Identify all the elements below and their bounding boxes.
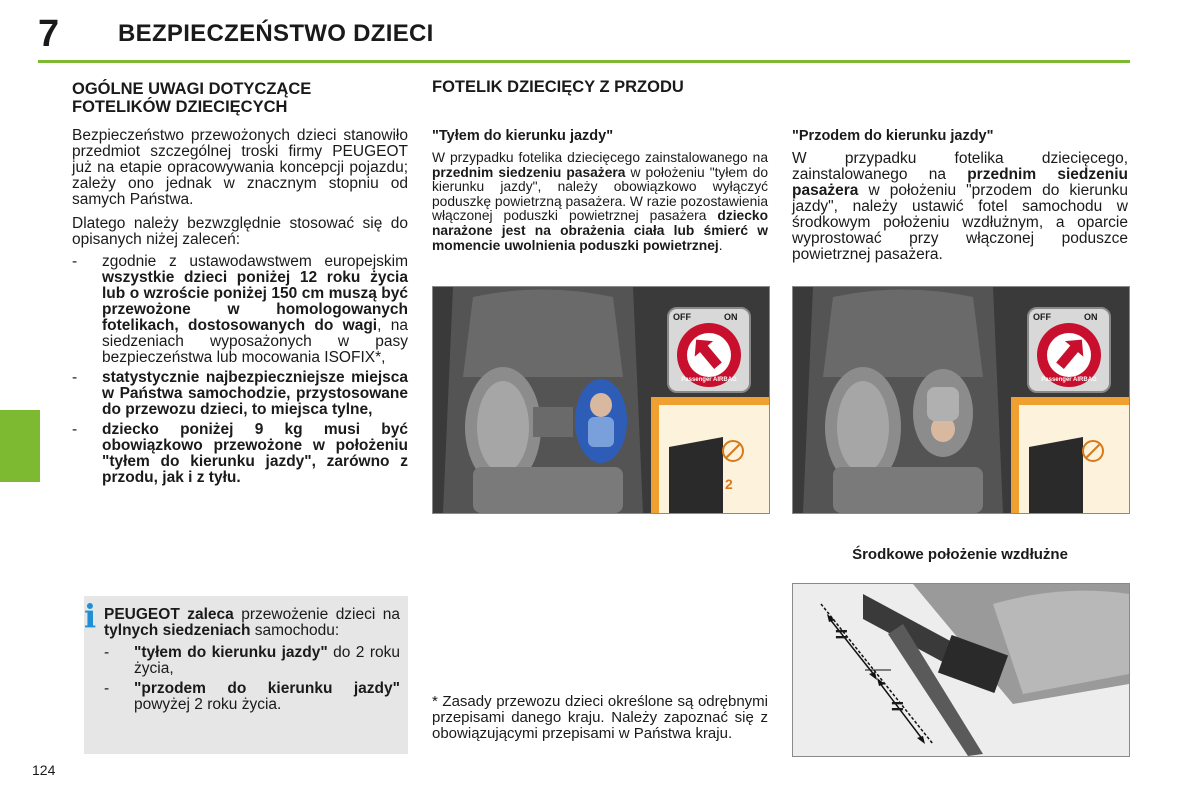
forward-facing-seat-illustration	[792, 286, 1130, 514]
equal-mark-1: =	[835, 622, 848, 647]
rear-bold1: przednim siedzeniu pasażera	[432, 164, 626, 180]
list-item	[72, 254, 408, 366]
note-lead-text2: samochodu:	[250, 622, 340, 639]
note-lead-text: przewożenie dzieci na	[233, 606, 401, 623]
rear-text2: w położeniu "tyłem do kierunku jazdy", należy obowiązkowo wyłączyć poduszkę powietrzną pasażera. W razie pozostawienia włączonej poduszki powietrznej pasażera	[432, 164, 768, 224]
bullet1-suffix: , na siedzeniach wyposażonych w pasy bezpieczeństwa lub mocowania ISOFIX*,	[102, 317, 408, 366]
forward-facing-subhead: "Przodem do kierunku jazdy"	[792, 128, 994, 144]
rear-text3: .	[718, 237, 723, 253]
bullet1-prefix: zgodnie z ustawodawstwem europejskim	[102, 253, 408, 270]
page-number: 124	[32, 762, 56, 778]
bullet-dash: -	[72, 369, 78, 386]
bullet2-bold: statystycznie najbezpieczniejsze miejsca w Państwa samochodzie, przystosowane do przewozu dzieci, to miejsca tylne,	[102, 369, 408, 418]
list-item	[72, 370, 408, 418]
equal-mark-2: =	[891, 694, 904, 719]
airbag-off-label: OFF	[1033, 312, 1051, 322]
note-item1-text: do 2 roku życia,	[134, 644, 400, 677]
rear-facing-text	[432, 151, 768, 253]
bullet1-bold: wszystkie dzieci poniżej 12 roku życia lub o wzroście poniżej 150 cm muszą być przewożone w homologowanych fotelikach, dostosowanych do wagi	[102, 269, 408, 334]
airbag-switch-off	[667, 307, 751, 393]
seat-rail-svg	[793, 584, 1129, 756]
rear-facing-subhead: "Tyłem do kierunku jazdy"	[432, 128, 614, 144]
footnote: * Zasady przewozu dzieci określone są odrębnymi przepisami danego kraju. Należy zapoznać się z obowiązującymi przepisami w Państwa kraju.	[432, 693, 768, 742]
fwd-bold1: przednim siedzeniu pasażera	[792, 166, 1128, 199]
fwd-text1: W przypadku fotelika dziecięcego, zainstalowanego na	[792, 150, 1128, 183]
bullet-dash: -	[104, 644, 110, 661]
note-lead-bold: PEUGEOT zaleca	[104, 606, 234, 623]
chapter-title: BEZPIECZEŃSTWO DZIECI	[118, 20, 434, 47]
rear-text1: W przypadku fotelika dziecięcego zainstalowanego na	[432, 150, 768, 165]
note-text	[104, 607, 400, 717]
header-rule	[38, 60, 1130, 63]
left-heading-line2: FOTELIKÓW DZIECIĘCYCH	[72, 98, 288, 116]
bullet-dash: -	[72, 253, 78, 270]
airbag-ring-text: Passenger AIRBAG	[1041, 377, 1097, 383]
seat-rail-diagram	[792, 583, 1130, 757]
list-item	[72, 422, 408, 486]
info-icon: i	[84, 597, 97, 635]
left-heading-line1: OGÓLNE UWAGI DOTYCZĄCE	[72, 80, 312, 98]
left-heading	[72, 80, 412, 116]
seat-position-caption: Środkowe położenie wzdłużne	[852, 546, 1068, 563]
airbag-switch-on	[1027, 307, 1111, 393]
rear-bold2: dziecko narażone jest na obrażenia ciała lub śmierć w momencie uwolnienia poduszki powietrznej	[432, 208, 768, 253]
note-item1-bold: "tyłem do kierunku jazdy"	[134, 644, 328, 661]
list-item	[104, 645, 400, 677]
rear-facing-seat-illustration	[432, 286, 770, 514]
bullet3-bold: dziecko poniżej 9 kg musi być obowiązkowo przewożone w położeniu "tyłem do kierunku jazdy", zarówno z przodu, jak i z tyłu.	[102, 421, 408, 486]
note-list	[104, 645, 400, 713]
airbag-off-label: OFF	[673, 312, 691, 322]
list-item	[104, 681, 400, 713]
fwd-text2: w położeniu "przodem do kierunku jazdy", należy ustawić fotel samochodu w środkowym położeniu wzdłużnym, a oparcie wyprostować przy włączonej poduszce powietrznej pasażera.	[792, 182, 1128, 263]
bullet-dash: -	[72, 421, 78, 438]
recommendation-list	[72, 254, 408, 486]
note-item2-bold: "przodem do kierunku jazdy"	[134, 680, 400, 697]
chapter-side-tab	[0, 410, 40, 482]
middle-heading: FOTELIK DZIECIĘCY Z PRZODU	[432, 78, 684, 96]
note-lead-bold2: tylnych siedzeniach	[104, 622, 251, 639]
airbag-ring-text: Passenger AIRBAG	[681, 377, 737, 383]
note-lead	[104, 607, 400, 639]
chapter-number: 7	[38, 13, 60, 55]
left-para1: Bezpieczeństwo przewożonych dzieci stanowiło przedmiot szczególnej troski firmy PEUGEOT już na etapie opracowywania koncepcji pojazdu; zależy ono jednak w znacznym stopniu od samych Państwa.	[72, 127, 408, 208]
forward-facing-text	[792, 151, 1128, 263]
svg-text:2: 2	[725, 476, 733, 492]
airbag-on-label: ON	[724, 312, 738, 322]
left-para2: Dlatego należy bezwzględnie stosować się do opisanych niżej zaleceń:	[72, 215, 408, 248]
bullet-dash: -	[104, 680, 110, 697]
note-item2-text: powyżej 2 roku życia.	[134, 696, 282, 713]
left-body	[72, 128, 408, 490]
airbag-on-label: ON	[1084, 312, 1098, 322]
